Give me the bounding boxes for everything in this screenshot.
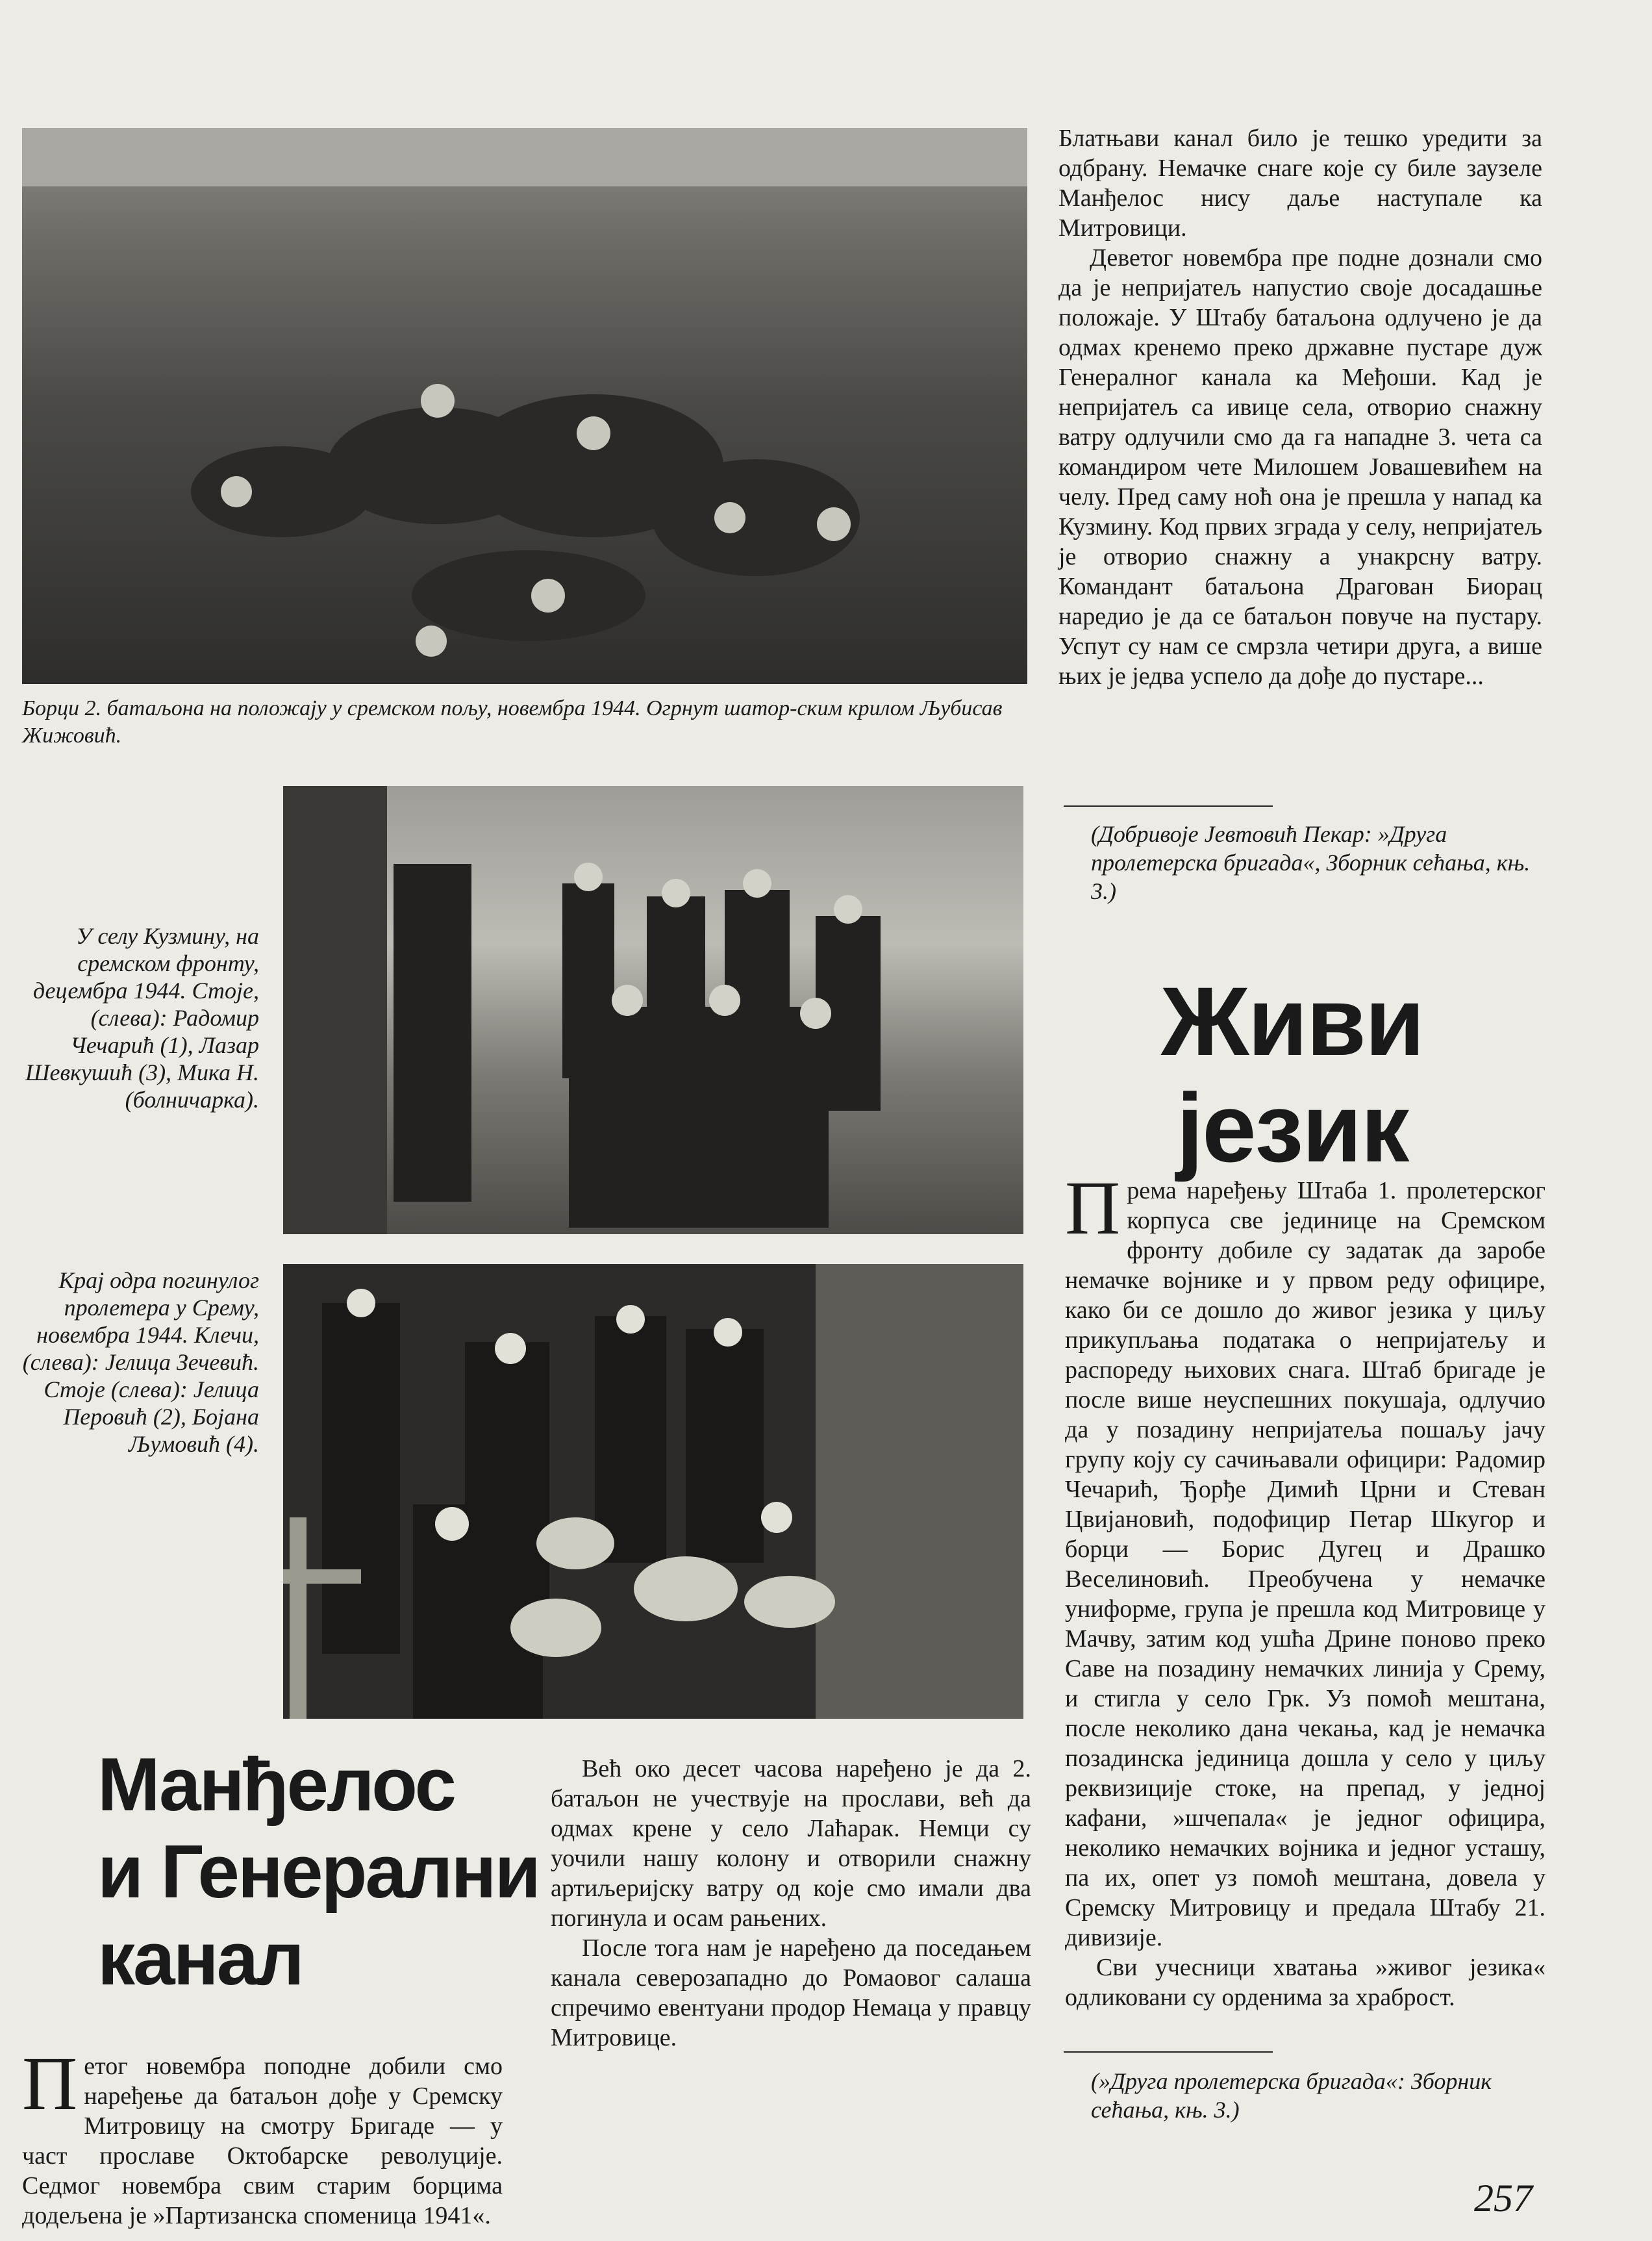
paragraph: Сви учесници хватања »живог језика« одликовани су орденима за храброст. [1065, 1954, 1546, 2011]
divider [1064, 2051, 1273, 2053]
source-note: (»Друга пролетерска бригада«: Зборник сећања, књ. 3.) [1091, 2068, 1492, 2123]
photo-caption: У селу Кузмину, на сремском фронту, децембра 1944. Стоје, (слева): Радомир Чечарић (1), Лазар Шевкушић (3), Мика Н. (болничарка). [25, 923, 259, 1113]
dropcap: П [22, 2041, 78, 2126]
paragraph: Према наређењу Штаба 1. пролетерског корпуса све јединице на Сремском фронту добиле су задатак да заробе немачке војнике и у првом реду официре, како би се дошло до живог језика у циљу прикупљања података о непријатељу и распореду њихових снага. Штаб бригаде је после више неуспешних покушаја, одлучио да у позадину непријатеља пошаљу јачу групу коју су сачињавали официри: Радомир Чечарић, Ђорђе Димић Црни и Стеван Цвијановић, подофицир Петар Шкугор и борци — Борис Дугец и Драшко Веселиновић. Преобучена у немачке униформе, група је прешла код Митровице у Мачву, затим код ушћа Дрине поново преко Саве на позадину немачких линија у Срему, и стигла у село Грк. Уз помоћ мештана, после неколико дана чекања, кад је немачка позадинска јединица дошла у село у циљу реквизиције стоке, на препад, у једној кафани, »шчепала« је једног официра, неколико немачких војника и једног усташу, па их, опет уз помоћ мештана, довела у Сремску Митровицу и предала Штабу 21. дивизије. [1065, 1165, 1546, 1951]
article-body [22, 2041, 503, 2229]
photo-funeral [283, 1264, 1023, 1719]
title-line: језик [1176, 1073, 1408, 1182]
divider [1064, 805, 1273, 807]
paragraph: Деветог новембра пре подне дознали смо да је непријатељ напустио своје досадашње положаје. У Штабу батаљона одлучено је да одмах кренемо преко државне пустаре дуж Генералног канала ка Међоши. Кад је непријатељ са ивице села, отворио снажну ватру одлучили смо да га нападне 3. чета са командиром чете Милошем Јовашевићем на челу. Пред саму ноћ она је прешла у напад ка Кузмину. Код првих зграда у селу, непријатељ је отворио снажну а унакрсну ватру. Командант батаљона Драгован Биорац наредио је да се батаљон повуче на пустару. Успут су нам се смрзла четири друга, а више њих је једва успело да дође до пустаре... [1058, 244, 1542, 690]
photo-caption: Борци 2. батаљона на положају у сремском пољу, новембра 1944. Огрнут шатор-ским крилом Љубисав Жижовић. [22, 696, 1003, 748]
article-body [1065, 1165, 1546, 2012]
photo-village-group [283, 786, 1023, 1234]
title-line: канал [97, 1916, 303, 2001]
paragraph: Већ око десет часова наређено је да 2. батаљон не учествује на прослави, већ да одмах крене у село Лаћарак. Немци су уочили нашу колону и отворили снажну артиљеријску ватру од које смо имали два погинула и осам рањених. [551, 1755, 1031, 1932]
article-continuation [1058, 123, 1542, 691]
photo-caption: Крај одра погинулог пролетера у Срему, новембра 1944. Клечи, (слева): Јелица Зечевић. Стоје (слева): Јелица Перовић (2), Бојана Љумовић (4). [22, 1267, 259, 1457]
page-number: 257 [1474, 2177, 1533, 2220]
article-title [52, 1741, 545, 2002]
article-title [1065, 968, 1520, 1181]
title-line: Живи [1160, 967, 1424, 1076]
paragraph: Петог новембра поподне добили смо наређење да батаљон дође у Сремску Митровицу на смотру Бригаде — у част прославе Октобарске револуције. Седмог новембра свим старим борцима додељена је »Партизанска споменица 1941«. [22, 2041, 503, 2229]
title-line: и Генерални [97, 1829, 539, 1914]
article-body-continued [551, 1754, 1031, 2053]
paragraph: После тога нам је наређено да поседањем канала северозападно до Ромаовог салаша спречимо евентуани продор Немаца у правцу Митровице. [551, 1934, 1031, 2051]
photo-soldiers-field [22, 128, 1027, 684]
dropcap: П [1065, 1165, 1121, 1250]
paragraph: Блатњави канал било је тешко уредити за одбрану. Немачке снаге које су биле заузеле Манђелос нису даље наступале ка Митровици. [1058, 125, 1542, 242]
source-note: (Добривоје Јевтовић Пекар: »Друга пролетерска бригада«, Зборник сећања, књ. 3.) [1091, 821, 1531, 904]
title-line: Манђелос [97, 1742, 455, 1827]
